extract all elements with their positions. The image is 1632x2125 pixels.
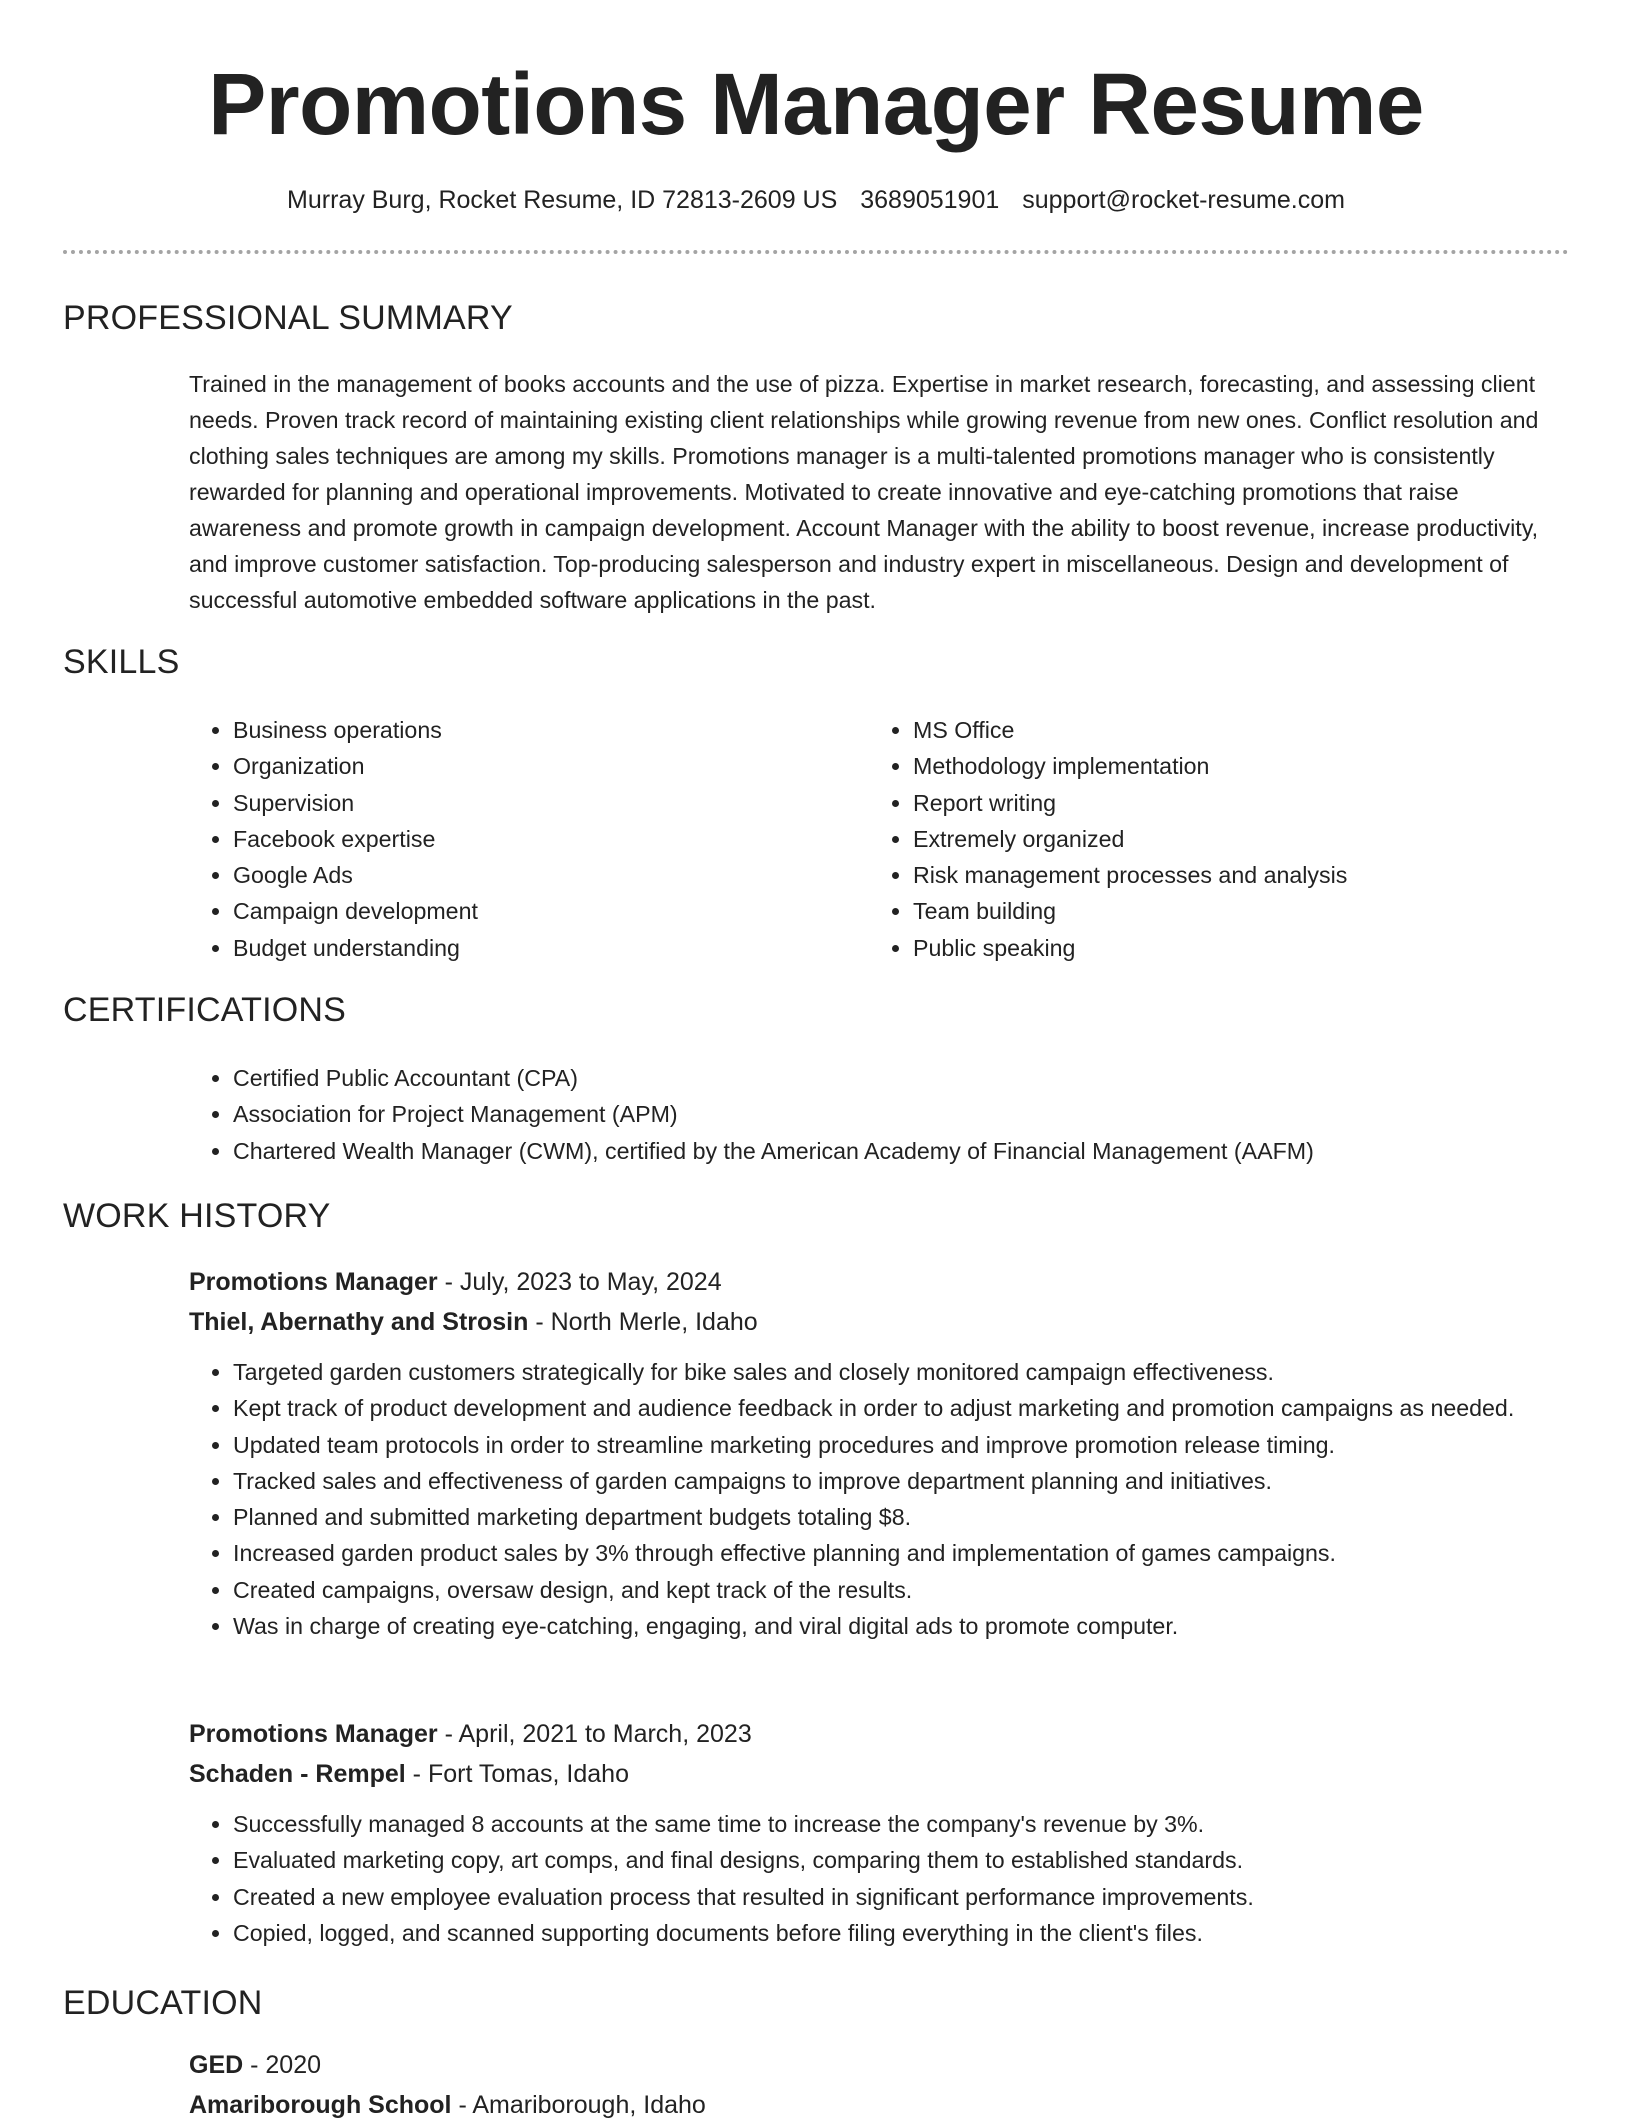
job-title: Promotions Manager <box>189 1720 438 1748</box>
contact-phone: 3689051901 <box>860 186 1000 214</box>
job-company-line <box>189 1302 1569 1342</box>
job-bullet: • Kept track of product development and audience feedback in order to adjust marketing and promotion campaigns as needed. <box>233 1390 1569 1426</box>
skill-item: • Organization <box>233 748 829 784</box>
education-school: Amariborough School <box>189 2091 452 2119</box>
certification-item: • Chartered Wealth Manager (CWM), certified by the American Academy of Financial Management (AAFM) <box>233 1133 1569 1169</box>
job-entry <box>189 1262 1569 1644</box>
job-bullets <box>189 1806 1569 1951</box>
job-bullet: • Planned and submitted marketing department budgets totaling $8. <box>233 1499 1569 1535</box>
resume-title: Promotions Manager Resume <box>208 56 1424 153</box>
education-degree: GED <box>189 2051 244 2079</box>
education-entry <box>189 2045 1569 2125</box>
job-bullet: • Created campaigns, oversaw design, and kept track of the results. <box>233 1572 1569 1608</box>
education-year: - 2020 <box>243 2051 322 2079</box>
job-title-line <box>189 1262 1569 1302</box>
job-bullet: • Updated team protocols in order to streamline marketing procedures and improve promotion release timing. <box>233 1427 1569 1463</box>
job-entry <box>189 1714 1569 1951</box>
skills-left-column <box>189 712 829 966</box>
contact-line <box>0 182 1632 218</box>
contact-email: support@rocket-resume.com <box>1022 186 1345 214</box>
skill-item: • Extremely organized <box>913 821 1569 857</box>
skill-item: • Facebook expertise <box>233 821 829 857</box>
job-bullet: • Targeted garden customers strategically for bike sales and closely monitored campaign effectiveness. <box>233 1354 1569 1390</box>
skill-item: • Business operations <box>233 712 829 748</box>
skill-item: • Methodology implementation <box>913 748 1569 784</box>
job-location: - Fort Tomas, Idaho <box>405 1760 629 1788</box>
skill-item: • Report writing <box>913 785 1569 821</box>
skill-item: • Team building <box>913 893 1569 929</box>
job-location: - North Merle, Idaho <box>528 1308 758 1336</box>
job-title: Promotions Manager <box>189 1268 438 1296</box>
skill-item: • MS Office <box>913 712 1569 748</box>
skill-item: • Supervision <box>233 785 829 821</box>
job-company-line <box>189 1754 1569 1794</box>
skill-item: • Google Ads <box>233 857 829 893</box>
job-bullet: • Increased garden product sales by 3% through effective planning and implementation of games campaigns. <box>233 1535 1569 1571</box>
certifications-list <box>189 1060 1569 1169</box>
skill-item: • Campaign development <box>233 893 829 929</box>
header-divider <box>63 250 1569 254</box>
job-bullet: • Was in charge of creating eye-catching, engaging, and viral digital ads to promote computer. <box>233 1608 1569 1644</box>
work-history-heading: WORK HISTORY <box>63 1197 331 1235</box>
job-bullet: • Evaluated marketing copy, art comps, and final designs, comparing them to established standards. <box>233 1842 1569 1878</box>
summary-heading: PROFESSIONAL SUMMARY <box>63 299 513 337</box>
job-bullets <box>189 1354 1569 1644</box>
job-company: Schaden - Rempel <box>189 1760 406 1788</box>
job-dates: - April, 2021 to March, 2023 <box>437 1720 752 1748</box>
skills-heading: SKILLS <box>63 643 180 681</box>
job-bullet: • Tracked sales and effectiveness of garden campaigns to improve department planning and initiatives. <box>233 1463 1569 1499</box>
education-degree-line <box>189 2045 1569 2085</box>
education-school-line <box>189 2085 1569 2125</box>
skill-item: • Public speaking <box>913 930 1569 966</box>
summary-text: Trained in the management of books accounts and the use of pizza. Expertise in market research, forecasting, and assessing client needs. Proven track record of maintaining existing client relationships while growing revenue from new ones. Conflict resolution and clothing sales techniques are among my skills. Promotions manager is a multi-talented promotions manager who is consistently rewarded for planning and operational improvements. Motivated to create innovative and eye-catching promotions that raise awareness and promote growth in campaign development. Account Manager with the ability to boost revenue, increase productivity, and improve customer satisfaction. Top-producing salesperson and industry expert in miscellaneous. Design and development of successful automotive embedded software applications in the past. <box>189 371 1539 613</box>
certification-item: • Association for Project Management (APM) <box>233 1096 1569 1132</box>
skill-item: • Risk management processes and analysis <box>913 857 1569 893</box>
job-bullet: • Successfully managed 8 accounts at the same time to increase the company's revenue by 3%. <box>233 1806 1569 1842</box>
job-company: Thiel, Abernathy and Strosin <box>189 1308 529 1336</box>
skill-item: • Budget understanding <box>233 930 829 966</box>
job-bullet: • Created a new employee evaluation process that resulted in significant performance improvements. <box>233 1879 1569 1915</box>
certifications-heading: CERTIFICATIONS <box>63 991 347 1029</box>
job-bullet: • Copied, logged, and scanned supporting documents before filing everything in the client's files. <box>233 1915 1569 1951</box>
education-heading: EDUCATION <box>63 1984 263 2022</box>
contact-address: Murray Burg, Rocket Resume, ID 72813-2609 US <box>287 186 838 214</box>
job-dates: - July, 2023 to May, 2024 <box>437 1268 722 1296</box>
education-location: - Amariborough, Idaho <box>451 2091 706 2119</box>
skills-right-column <box>869 712 1569 966</box>
certification-item: • Certified Public Accountant (CPA) <box>233 1060 1569 1096</box>
job-title-line <box>189 1714 1569 1754</box>
